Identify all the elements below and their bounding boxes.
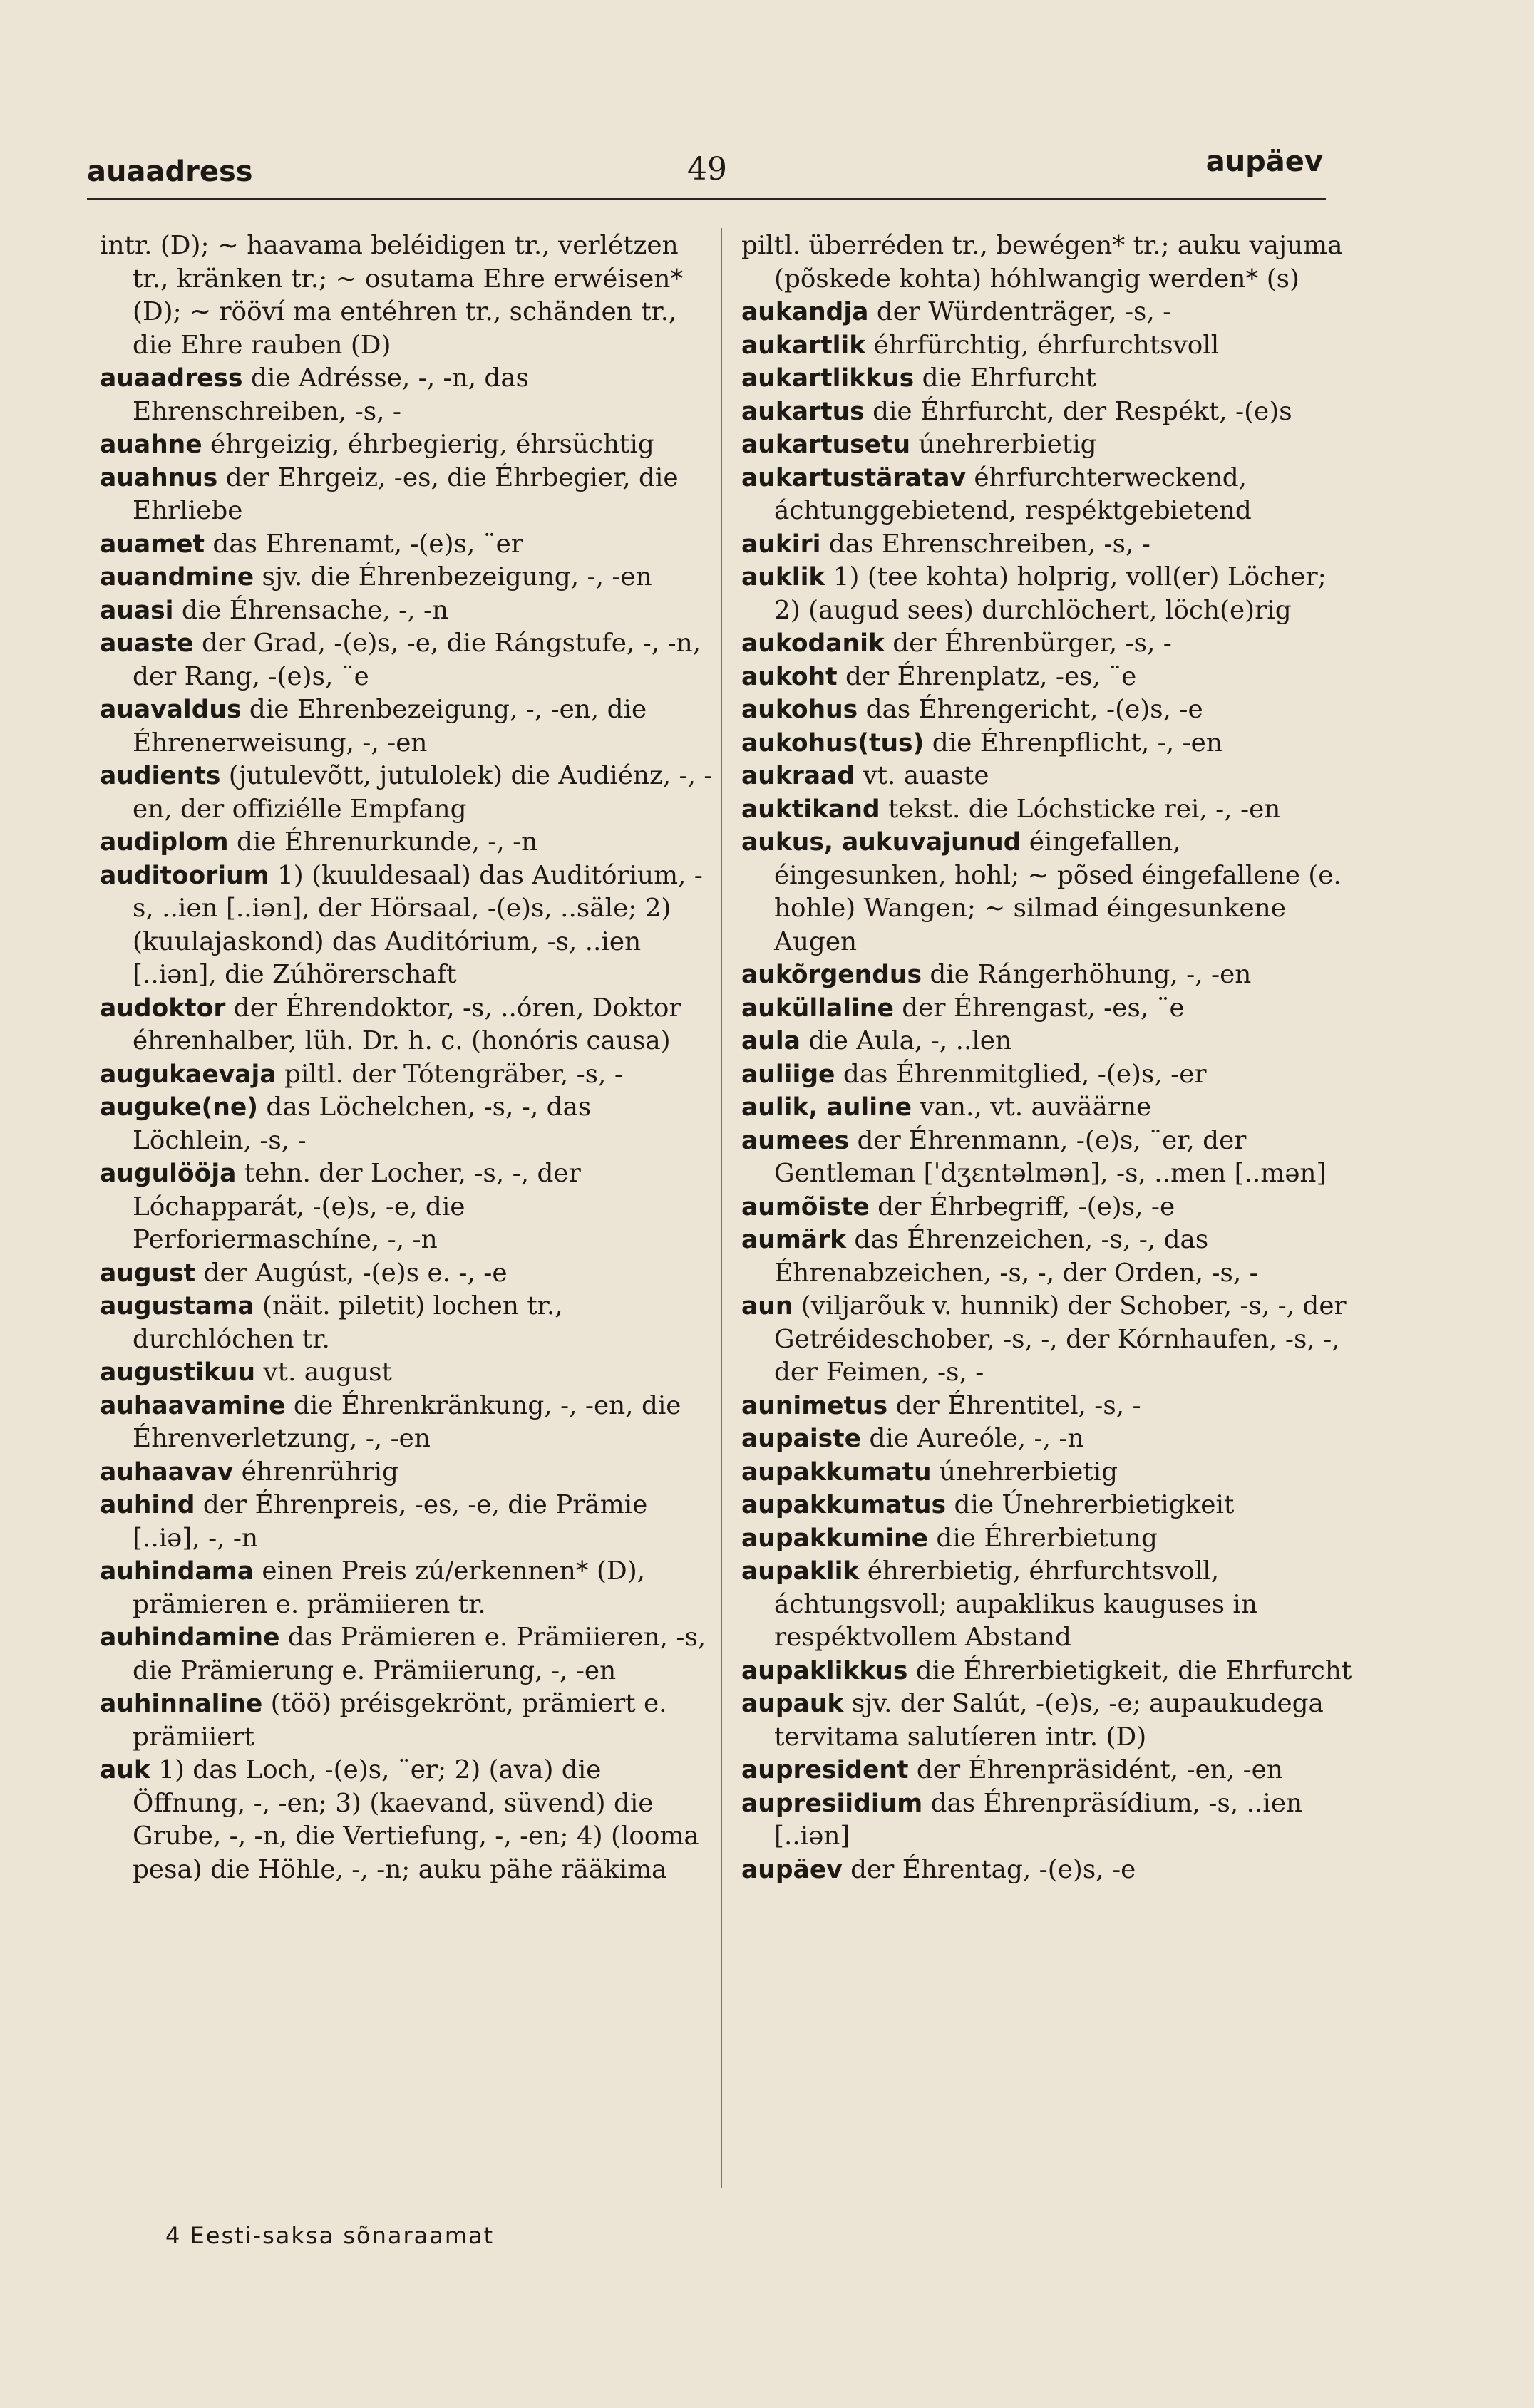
entry-definition: der Éhrbegriff, -(e)s, -e [877,1192,1175,1221]
entry-headword: august [100,1259,196,1288]
entry-headword: aumõiste [741,1192,870,1221]
entry-headword: auliige [741,1060,835,1089]
entry-definition: 1) (kuuldesaal) das Auditórium, -s, ..ien [..iən], der Hörsaal, -(e)s, ..säle; 2) (kuulajaskond) das Auditórium, -s, ..ien [..iən], die Zúhörerschaft [133,860,703,989]
header-rule [87,198,1326,200]
entry-definition: die Éhrerbietung [936,1523,1158,1553]
entry-definition: van., vt. auväärne [920,1092,1152,1122]
entry-headword: auküllaline [741,993,894,1023]
dictionary-entry [741,693,1354,727]
dictionary-entry [741,1191,1354,1224]
entry-definition: der Éhrengast, -es, ¨e [902,993,1185,1023]
entry-definition: (viljarõuk v. hunnik) der Schober, -s, -, der Getréideschober, -s, -, der Kórnhaufen, -s, -, der Feimen, -s, - [774,1291,1347,1387]
dictionary-entry [741,1655,1354,1688]
dictionary-entry [100,1356,713,1390]
dictionary-entry [100,1688,713,1754]
entry-headword: augukaevaja [100,1060,277,1089]
dictionary-entry [100,1058,713,1092]
dictionary-entry [100,859,713,992]
entry-headword: aumees [741,1126,850,1155]
dictionary-entry [741,396,1354,429]
entry-headword: auasi [100,596,174,625]
column-divider [721,228,722,2188]
entry-definition: piltl. der Tótengräber, -s, - [284,1059,623,1089]
entry-headword: aupresiidium [741,1789,923,1818]
dictionary-entry [741,1422,1354,1456]
entry-headword: auaadress [100,364,243,393]
entry-headword: aupäev [741,1855,843,1884]
entry-definition: tekst. die Lóchsticke rei, -, -en [887,794,1281,824]
entry-definition: (näit. piletit) lochen tr., durchlóchen tr. [133,1291,563,1354]
entry-headword: aukraad [741,762,855,790]
entry-headword: aukartlik [741,331,866,360]
entry-headword: aula [741,1027,801,1055]
entry-definition: der Éhrendoktor, -s, ..óren, Doktor éhrenhalber, lüh. Dr. h. c. (honóris causa) [133,993,681,1055]
entry-definition: die Ehrfurcht [922,363,1096,393]
entry-definition: die Únehrerbietigkeit [954,1490,1235,1519]
right-guideword: aupäev [1205,145,1323,178]
entry-definition: 1) (tee kohta) holprig, voll(er) Löcher; 2) (augud sees) durchlöchert, löch(e)rig [774,562,1327,625]
entry-headword: aukodanik [741,629,885,658]
left-guideword: auaadress [87,155,253,188]
dictionary-entry [100,1157,713,1257]
dictionary-entry [100,1754,713,1886]
entry-definition: der Éhrenplatz, -es, ¨e [845,661,1137,691]
dictionary-entry [741,1787,1354,1854]
entry-headword: aukohus(tus) [741,728,925,758]
dictionary-entry [100,627,713,693]
dictionary-entry [741,1058,1354,1092]
entry-definition: der Éhrenbürger, -s, - [892,629,1172,658]
dictionary-entry [741,528,1354,562]
entry-definition: der Éhrenpräsidént, -en, -en [916,1755,1283,1784]
entry-headword: auk [100,1756,150,1784]
entry-headword: aupresident [741,1756,909,1784]
entry-definition: der Grad, -(e)s, -e, die Rángstufe, -, -n, der Rang, -(e)s, ¨e [133,629,701,691]
dictionary-entry [741,627,1354,661]
entry-definition: sjv. die Éhrenbezeigung, -, -en [262,562,652,591]
entry-headword: aukõrgendus [741,961,922,989]
entry-definition: einen Preis zú/erkennen* (D), prämieren e. prämiieren tr. [133,1556,646,1619]
dictionary-entry [100,693,713,760]
entry-definition: das Éhrengericht, -(e)s, -e [865,695,1203,724]
entry-headword: audoktor [100,993,226,1023]
entry-headword: aupaklik [741,1557,860,1586]
entry-headword: auahnus [100,463,218,492]
page-number: 49 [687,151,727,187]
dictionary-entry [741,1456,1354,1489]
entry-definition: die Aula, -, ..len [808,1026,1012,1055]
dictionary-entry [741,1290,1354,1390]
dictionary-entry [100,561,713,594]
dictionary-entry [100,1555,713,1621]
entry-definition: 1) das Loch, -(e)s, ¨er; 2) (ava) die Öffnung, -, -en; 3) (kaevand, süvend) die Grube, -, -n, die Vertiefung, -, -en; 4) (looma pesa) die Höhle, -, -n; auku pähe rääkima [133,1755,699,1884]
entry-definition: sjv. der Salút, -(e)s, -e; aupaukudega tervitama salutíeren intr. (D) [774,1689,1324,1752]
entry-headword: augustikuu [100,1358,256,1387]
dictionary-entry [100,229,713,362]
entry-definition: éhrfurchterweckend, áchtunggebietend, respéktgebietend [774,463,1252,525]
dictionary-entry [741,362,1354,396]
entry-definition: der Würdenträger, -s, - [876,297,1172,326]
entry-headword: auditoorium [100,861,269,890]
entry-headword: aumärk [741,1226,847,1254]
entry-headword: auhaavav [100,1457,234,1487]
entry-headword: aupakkumatus [741,1491,947,1519]
entry-definition: der Ehrgeiz, -es, die Éhrbegier, die Ehrliebe [133,463,679,525]
entry-headword: aukartlikkus [741,364,915,393]
entry-definition: das Ehrenamt, -(e)s, ¨er [212,529,523,559]
entry-headword: aulik, auline [741,1093,912,1122]
entry-headword: auhindama [100,1557,254,1586]
dictionary-entry [100,362,713,428]
dictionary-entry [100,1390,713,1456]
entry-definition: der Éhrentag, -(e)s, -e [850,1854,1136,1884]
dictionary-entry [741,1025,1354,1058]
entry-headword: aukoht [741,662,838,691]
dictionary-entry [741,1489,1354,1522]
dictionary-entry [100,1489,713,1555]
entry-definition: das Löchelchen, -s, -, das Löchlein, -s, - [133,1092,592,1155]
entry-definition: éhrerbietig, éhrfurchtsvoll, áchtungsvoll; aupaklikus kauguses in respéktvollem Abstand [774,1556,1257,1652]
entry-headword: aun [741,1292,793,1321]
entry-headword: aupauk [741,1690,844,1718]
entry-headword: aupaklikkus [741,1656,908,1685]
entry-definition: éhrenrührig [241,1457,398,1487]
entry-definition: die Ehrenbezeigung, -, -en, die Éhrenerweisung, -, -en [133,695,647,758]
dictionary-entry [741,1754,1354,1787]
dictionary-entry [741,1390,1354,1423]
dictionary-entry [741,296,1354,329]
left-column [100,229,713,1886]
entry-definition: (töö) préisgekrönt, prämiert e. prämiiert [133,1689,667,1752]
entry-headword: audients [100,762,221,790]
dictionary-entry [741,1125,1354,1191]
entry-definition: únehrerbietig [918,430,1097,459]
dictionary-entry [100,594,713,628]
dictionary-entry [100,826,713,859]
dictionary-entry [100,1456,713,1489]
dictionary-entry [741,462,1354,528]
dictionary-entry [100,462,713,528]
right-column [741,229,1354,1886]
entry-headword: auhindamine [100,1623,280,1652]
entry-definition: der Éhrentitel, -s, - [895,1390,1141,1420]
entry-definition: die Aureóle, -, -n [869,1424,1084,1453]
entry-headword: auguke(ne) [100,1093,259,1122]
entry-definition: únehrerbietig [939,1457,1118,1487]
entry-headword: auhinnaline [100,1690,263,1718]
entry-headword: auamet [100,529,205,559]
dictionary-entry [100,1091,713,1157]
entry-headword: aupakkumatu [741,1457,932,1487]
entry-headword: augulööja [100,1159,237,1188]
entry-headword: aukartustäratav [741,463,966,492]
entry-definition: die Éhrenurkunde, -, -n [236,827,538,857]
entry-definition: die Éhrfurcht, der Respékt, -(e)s [872,396,1292,426]
entry-definition: die Adrésse, -, -n, das Ehrenschreiben, -s, - [133,363,530,426]
entry-headword: aukartusetu [741,430,911,459]
dictionary-entry [100,760,713,826]
dictionary-entry [741,661,1354,694]
entry-definition: die Éhrenkränkung, -, -en, die Éhrenverletzung, -, -en [133,1390,681,1453]
entry-definition: (jutulevõtt, jutulolek) die Audiénz, -, -en, der offiziélle Empfang [133,761,713,824]
dictionary-entry [741,1854,1354,1887]
entry-headword: auhind [100,1491,195,1519]
entry-headword: aukus, aukuvajunud [741,828,1021,857]
entry-definition: intr. (D); ~ haavama beléidigen tr., verlétzen tr., kränken tr.; ~ osutama Ehre erwéisen* (D); ~ rööví ma entéhren tr., schänden tr., die Ehre rauben (D) [100,231,684,360]
entry-headword: auavaldus [100,696,242,724]
dictionary-entry [100,1290,713,1356]
dictionary-entry [741,760,1354,793]
entry-definition: das Prämieren e. Prämiieren, -s, die Prämierung e. Prämiierung, -, -en [133,1623,706,1685]
entry-definition: tehn. der Locher, -s, -, der Lóchapparát, -(e)s, -e, die Perforiermaschíne, -, -n [133,1159,581,1254]
entry-definition: das Éhrenmitglied, -(e)s, -er [843,1059,1207,1089]
entry-headword: audiplom [100,828,229,857]
entry-definition: der Éhrenmann, -(e)s, ¨er, der Gentleman [ˈdʒɛntəlmən], -s, ..men [..mən] [774,1125,1327,1188]
entry-headword: aunimetus [741,1391,888,1420]
entry-headword: aupaiste [741,1425,862,1453]
dictionary-entry [741,958,1354,992]
entry-headword: auktikand [741,795,880,824]
entry-definition: die Rángerhöhung, -, -en [930,960,1252,989]
entry-definition: das Éhrenzeichen, -s, -, das Éhrenabzeichen, -s, -, der Orden, -s, - [774,1225,1258,1288]
dictionary-entry [741,1091,1354,1125]
entry-definition: der Éhrenpreis, -es, -e, die Prämie [..iə], -, -n [133,1490,648,1553]
entry-headword: aukartus [741,397,865,426]
entry-headword: aukandja [741,298,869,326]
entry-definition: vt. auaste [863,761,989,790]
entry-headword: auaste [100,629,194,658]
dictionary-entry [100,992,713,1058]
dictionary-entry [100,428,713,462]
entry-definition: das Éhrenpräsídium, -s, ..ien [..iən] [774,1788,1303,1851]
dictionary-entry [741,1224,1354,1290]
dictionary-entry [741,727,1354,760]
dictionary-entry [100,1621,713,1688]
dictionary-entry [100,1257,713,1291]
entry-headword: aupakkumine [741,1524,929,1553]
entry-headword: auandmine [100,563,254,591]
signature-footer: 4 Eesti-saksa sõnaraamat [165,2222,495,2249]
entry-definition: éingefallen, éingesunken, hohl; ~ põsed éingefallene (e. hohle) Wangen; ~ silmad éingesunkene Augen [774,827,1342,956]
entry-definition: die Éhrerbietigkeit, die Ehrfurcht [915,1655,1352,1685]
entry-headword: auahne [100,430,202,459]
dictionary-entry [741,826,1354,958]
entry-headword: auklik [741,563,825,591]
entry-definition: der Augúst, -(e)s e. -, -e [203,1258,508,1288]
entry-definition: das Ehrenschreiben, -s, - [828,529,1150,559]
entry-definition: die Éhrensache, -, -n [181,595,449,625]
dictionary-entry [741,1688,1354,1754]
entry-headword: aukiri [741,529,821,559]
dictionary-entry [741,561,1354,627]
entry-definition: éhrfürchtig, éhrfurchtsvoll [873,330,1220,360]
entry-headword: auhaavamine [100,1391,286,1420]
dictionary-entry [741,428,1354,462]
entry-headword: augustama [100,1292,254,1321]
entry-definition: vt. august [263,1358,392,1387]
dictionary-entry [741,1555,1354,1655]
dictionary-entry [741,229,1354,296]
dictionary-entry [741,329,1354,363]
dictionary-entry [741,992,1354,1025]
entry-definition: piltl. überréden tr., bewégen* tr.; auku vajuma (põskede kohta) hóhlwangig werden* (s) [741,231,1343,294]
dictionary-entry [741,793,1354,827]
entry-definition: die Éhrenpflicht, -, -en [932,728,1222,758]
dictionary-entry [741,1522,1354,1556]
dictionary-entry [100,528,713,562]
entry-headword: aukohus [741,696,858,724]
entry-definition: éhrgeizig, éhrbegierig, éhrsüchtig [210,430,654,459]
